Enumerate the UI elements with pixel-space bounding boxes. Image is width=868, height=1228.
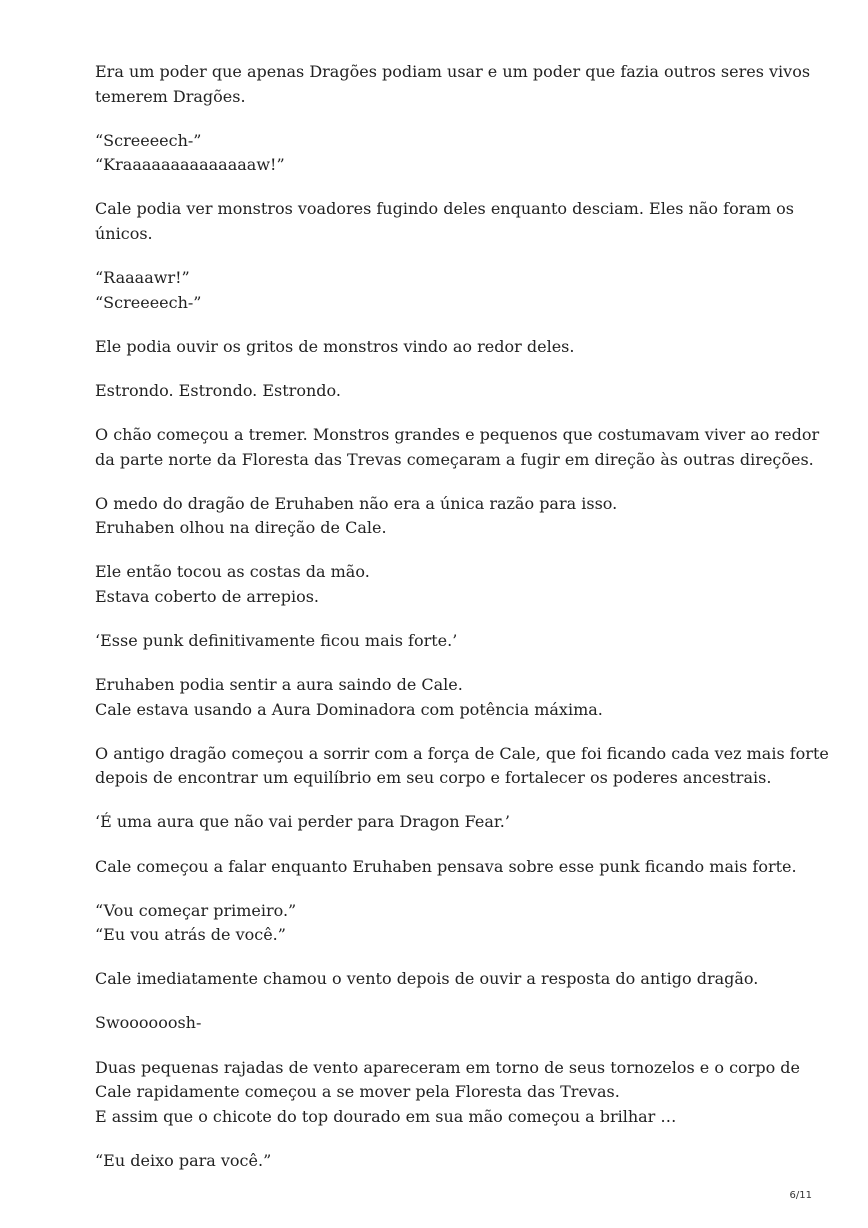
text-line: únicos. <box>95 223 153 243</box>
text-line: temerem Dragões. <box>95 86 246 106</box>
text-line: Cale estava usando a Aura Dominadora com potência máxima. <box>95 699 603 719</box>
paragraph <box>95 1056 800 1130</box>
paragraph <box>95 560 795 609</box>
paragraph <box>95 967 795 992</box>
text-line: O antigo dragão começou a sorrir com a força de Cale, que foi ficando cada vez mais forte <box>95 743 829 763</box>
text-line: “Screeeech-” <box>95 130 202 150</box>
text-line: “Eu vou atrás de você.” <box>95 925 286 945</box>
text-line: O medo do dragão de Eruhaben não era a única razão para isso. <box>95 493 618 513</box>
text-line: “Vou começar primeiro.” <box>95 900 297 920</box>
text-line: Ele podia ouvir os gritos de monstros vindo ao redor deles. <box>95 336 575 356</box>
text-line: “Screeeech-” <box>95 292 202 312</box>
paragraph <box>95 129 795 178</box>
document-page <box>95 60 829 1193</box>
text-line: “Raaaawr!” <box>95 268 190 288</box>
paragraph <box>95 629 795 654</box>
page-number: 6/11 <box>789 1190 812 1201</box>
paragraph <box>95 810 795 835</box>
paragraph <box>95 673 795 722</box>
paragraph <box>95 379 795 404</box>
text-line: Cale rapidamente começou a se mover pela Floresta das Trevas. <box>95 1082 620 1102</box>
paragraph <box>95 855 795 880</box>
paragraph <box>95 899 795 948</box>
paragraph <box>95 1011 795 1036</box>
paragraph <box>95 492 795 541</box>
paragraph <box>95 197 795 246</box>
text-line: da parte norte da Floresta das Trevas começaram a fugir em direção às outras direções. <box>95 449 814 469</box>
text-line: ‘Esse punk definitivamente ficou mais forte.’ <box>95 631 458 650</box>
text-line: Eruhaben olhou na direção de Cale. <box>95 518 387 538</box>
text-line: Estava coberto de arrepios. <box>95 586 320 606</box>
text-line: Ele então tocou as costas da mão. <box>95 562 370 582</box>
paragraph <box>95 266 795 315</box>
text-line: Swoooooosh- <box>95 1013 202 1033</box>
text-line: Cale podia ver monstros voadores fugindo deles enquanto desciam. Eles não foram os <box>95 199 794 219</box>
text-line: O chão começou a tremer. Monstros grandes e pequenos que costumavam viver ao redor <box>95 424 820 444</box>
text-line: “Eu deixo para você.” <box>95 1150 272 1170</box>
text-line: Duas pequenas rajadas de vento apareceram em torno de seus tornozelos e o corpo de <box>95 1057 800 1077</box>
text-line: “Kraaaaaaaaaaaaaaw!” <box>95 155 285 175</box>
text-line: Eruhaben podia sentir a aura saindo de Cale. <box>95 675 463 695</box>
paragraph <box>95 423 820 472</box>
text-line: depois de encontrar um equilíbrio em seu corpo e fortalecer os poderes ancestrais. <box>95 768 772 788</box>
text-line: Cale imediatamente chamou o vento depois de ouvir a resposta do antigo dragão. <box>95 969 759 989</box>
text-line: Cale começou a falar enquanto Eruhaben pensava sobre esse punk ficando mais forte. <box>95 856 797 876</box>
paragraph <box>95 742 829 791</box>
text-line: Estrondo. Estrondo. Estrondo. <box>95 380 341 400</box>
text-line: E assim que o chicote do top dourado em sua mão começou a brilhar … <box>95 1106 677 1126</box>
text-line: ‘É uma aura que não vai perder para Dragon Fear.’ <box>95 812 510 832</box>
paragraph <box>95 335 795 360</box>
paragraph <box>95 1149 795 1174</box>
paragraph <box>95 60 811 109</box>
text-line: Era um poder que apenas Dragões podiam usar e um poder que fazia outros seres vivos <box>95 62 811 81</box>
